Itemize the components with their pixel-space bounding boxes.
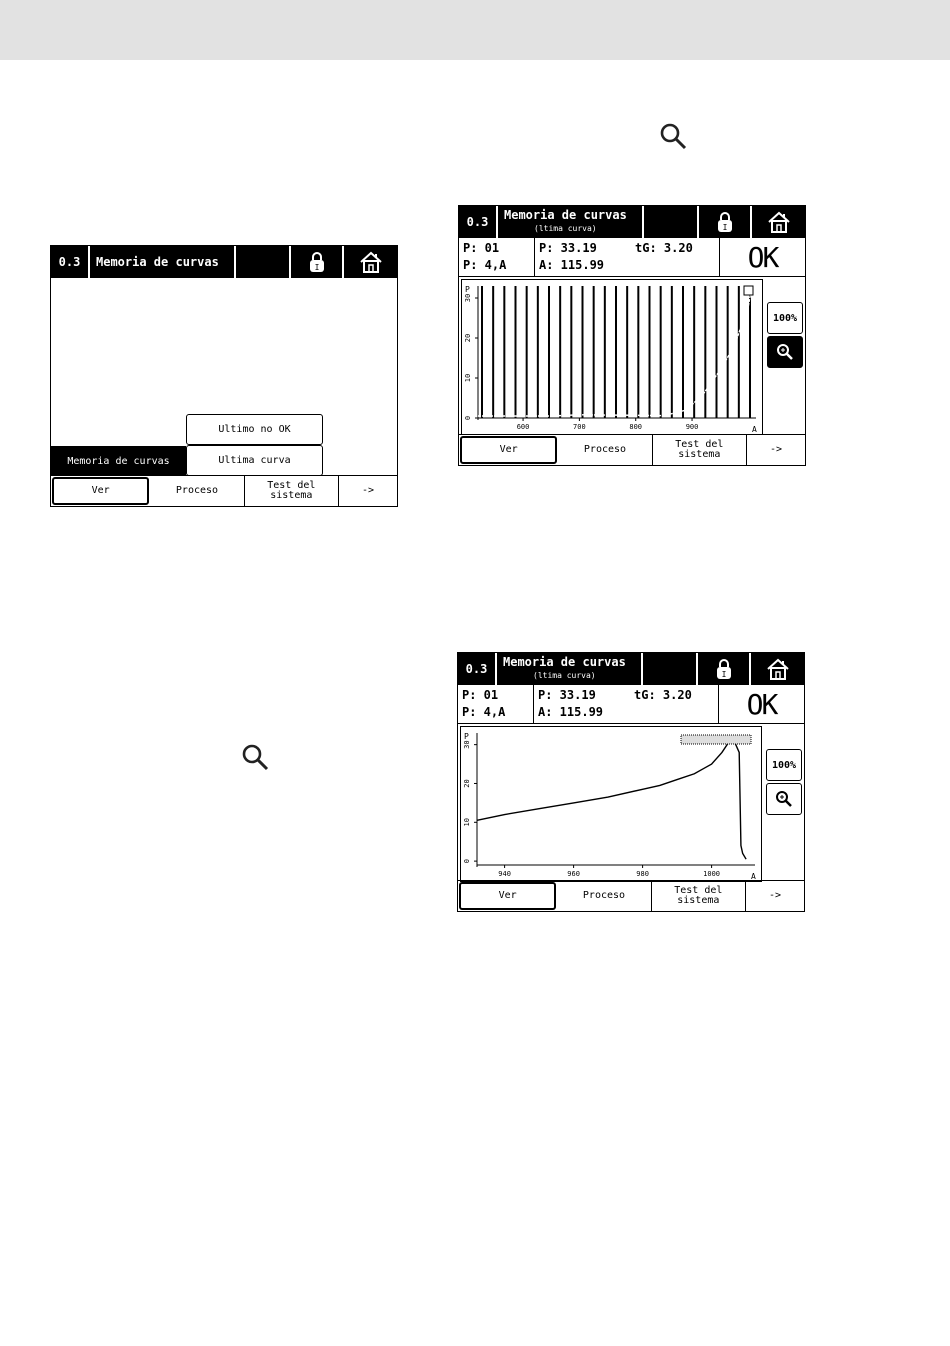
series-line <box>478 290 751 416</box>
magnifier-tool-icon <box>775 342 795 362</box>
p-value: P: 33.19 <box>538 688 596 702</box>
screen-number: 0.3 <box>51 246 90 278</box>
curve-plot <box>460 726 762 882</box>
home-icon[interactable] <box>751 653 804 685</box>
nav-test-sistema-button[interactable]: Test del sistema <box>652 881 746 911</box>
header-blank <box>644 206 699 238</box>
status-ok: OK <box>747 240 778 274</box>
nav-next-button[interactable]: -> <box>769 444 782 455</box>
window-marker <box>744 286 753 295</box>
screen-menu <box>50 245 398 507</box>
svg-text:I: I <box>314 263 319 272</box>
y-axis-label: P <box>465 285 470 294</box>
lock-icon[interactable] <box>291 246 344 278</box>
x-tick-label: 600 <box>516 423 530 431</box>
nav-proceso-button[interactable]: Proceso <box>150 476 244 506</box>
home-icon[interactable] <box>344 246 397 278</box>
svg-text:I: I <box>722 223 727 232</box>
nav-ver-button[interactable]: Ver <box>459 882 556 910</box>
screen-curve-full <box>458 205 806 466</box>
window-marker <box>681 735 751 744</box>
program-number: P: 01 <box>463 241 500 255</box>
info-panel <box>459 238 805 277</box>
screen-number: 0.3 <box>459 206 498 238</box>
nav-ver-button[interactable]: Ver <box>460 436 557 464</box>
x-tick-label: 960 <box>567 870 580 878</box>
tg-value: tG: 3.20 <box>634 688 692 702</box>
screen-title-text: Memoria de curvas <box>504 208 627 222</box>
nav-test-sistema-button[interactable]: Test del sistema <box>653 435 747 465</box>
magnifier-tool-icon <box>774 789 794 809</box>
screen-header <box>458 653 804 685</box>
header-blank <box>643 653 698 685</box>
a-value: A: 115.99 <box>539 258 605 272</box>
zoom-100-button[interactable]: 100% <box>766 749 802 781</box>
curve-chart <box>462 280 762 434</box>
a-value: A: 115.99 <box>538 705 604 719</box>
menu-item-ultimo-no-ok[interactable]: Ultimo no OK <box>186 414 323 445</box>
magnifier-icon <box>658 121 688 151</box>
x-tick-label: 940 <box>498 870 511 878</box>
x-tick-label: 980 <box>636 870 649 878</box>
program-info <box>458 685 534 723</box>
y-tick-label: 0 <box>464 415 472 421</box>
curve-plot <box>461 279 763 435</box>
p-value: P: 33.19 <box>539 241 597 255</box>
screen-title-text: Memoria de curvas <box>96 254 219 269</box>
y-tick-label: 30 <box>464 293 472 303</box>
nav-proceso-button[interactable]: Proceso <box>558 435 652 465</box>
measure-info <box>534 685 719 723</box>
y-tick-label: 10 <box>463 818 471 827</box>
measure-info <box>535 238 720 276</box>
screen-number: 0.3 <box>458 653 497 685</box>
bottom-nav <box>458 880 804 911</box>
screen-header <box>51 246 397 278</box>
menu-item-ultima-curva[interactable]: Ultima curva <box>186 445 323 476</box>
series-line <box>477 737 746 859</box>
screen-title-text: Memoria de curvas <box>503 655 626 669</box>
screen-curve-zoom <box>457 652 805 912</box>
menu-memoria-de-curvas[interactable]: Memoria de curvas <box>51 446 186 476</box>
program-number: P: 01 <box>462 688 499 702</box>
x-tick-label: 800 <box>629 423 643 431</box>
y-tick-label: 20 <box>463 779 471 788</box>
x-tick-label: 700 <box>573 423 586 431</box>
curve-chart <box>461 727 761 881</box>
lock-icon[interactable] <box>699 206 752 238</box>
screen-subtitle: (ltima curva) <box>533 671 596 680</box>
header-blank <box>236 246 291 278</box>
lock-icon[interactable] <box>698 653 751 685</box>
bottom-nav <box>51 475 397 506</box>
x-axis-label: A <box>751 872 756 881</box>
nav-next-button[interactable]: -> <box>361 485 374 496</box>
program-mode: P: 4,A <box>462 705 506 719</box>
magnifier-icon <box>240 742 270 772</box>
screen-subtitle: (ltima curva) <box>534 224 597 233</box>
nav-test-sistema-button[interactable]: Test del sistema <box>245 476 339 506</box>
x-axis-label: A <box>752 425 757 434</box>
zoom-tool-button[interactable] <box>767 336 803 368</box>
nav-proceso-button[interactable]: Proceso <box>557 881 651 911</box>
svg-text:I: I <box>721 670 726 679</box>
x-tick-label: 1000 <box>703 870 721 878</box>
x-tick-label: 900 <box>685 423 699 431</box>
y-tick-label: 10 <box>464 373 472 383</box>
zoom-tool-button[interactable] <box>766 783 802 815</box>
tg-value: tG: 3.20 <box>635 241 693 255</box>
nav-next-button[interactable]: -> <box>768 890 781 901</box>
screen-title <box>498 206 644 238</box>
bottom-nav <box>459 434 805 465</box>
nav-ver-button[interactable]: Ver <box>52 477 149 505</box>
y-tick-label: 20 <box>464 333 472 343</box>
program-info <box>459 238 535 276</box>
y-tick-label: 0 <box>463 859 471 864</box>
home-icon[interactable] <box>752 206 805 238</box>
y-tick-label: 30 <box>463 740 471 749</box>
screen-header <box>459 206 805 238</box>
zoom-100-button[interactable]: 100% <box>767 302 803 334</box>
info-panel <box>458 685 804 724</box>
top-bar <box>0 0 950 60</box>
screen-title <box>90 246 236 278</box>
screen-title <box>497 653 643 685</box>
status-ok: OK <box>746 687 777 721</box>
program-mode: P: 4,A <box>463 258 507 272</box>
y-axis-label: P <box>464 732 469 741</box>
